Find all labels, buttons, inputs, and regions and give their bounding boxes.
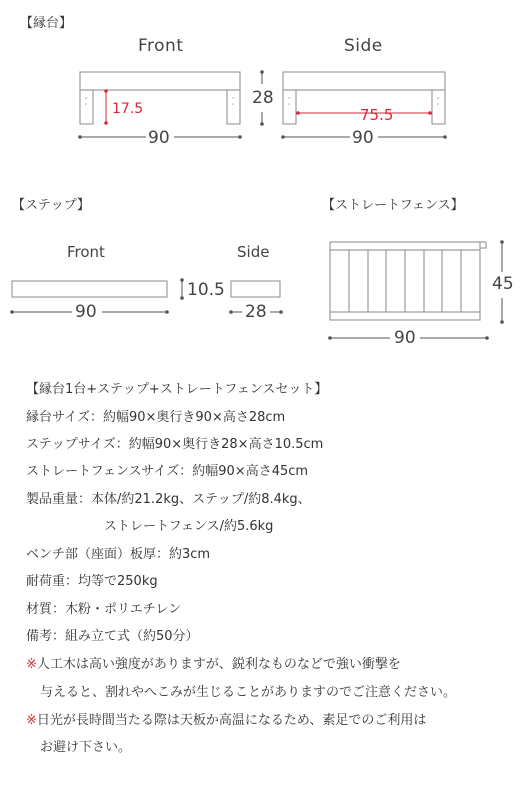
step-height-line — [180, 278, 184, 300]
spec-line: 製品重量：本体/約21.2kg、ステップ/約8.4kg、 — [26, 492, 311, 507]
spec-line: ステップサイズ：約幅90×奥行き28×高さ10.5cm — [26, 437, 324, 452]
note-mark: ※ — [26, 713, 37, 728]
engawa-side-width-value: 90 — [352, 128, 374, 148]
step-side-drawing — [231, 281, 280, 297]
note-1 — [26, 653, 401, 672]
engawa-front-label: Front — [138, 36, 184, 56]
fence-height-value: 45 — [492, 274, 514, 294]
spec-line: 縁台サイズ：約幅90×奥行き90×高さ28cm — [26, 410, 286, 425]
step-side-label: Side — [237, 243, 270, 261]
note-text: 人工木は高い強度がありますが、鋭利なものなどで強い衝撃を — [36, 657, 401, 672]
section-title-engawa: 【縁台】 — [20, 16, 73, 31]
note-text: 日光が長時間当たる際は天板か高温になるため、素足でのご利用は — [36, 713, 427, 728]
step-height-value: 10.5 — [187, 280, 225, 300]
spec-line: 備考：組み立て式（約50分） — [26, 629, 199, 644]
engawa-front-drawing — [80, 72, 240, 124]
section-title-step: 【ステップ】 — [12, 198, 90, 213]
note-mark: ※ — [26, 657, 37, 672]
spec-line: ストレートフェンスサイズ：約幅90×高さ45cm — [26, 464, 309, 479]
step-front-label: Front — [67, 243, 105, 261]
spec-line: ストレートフェンス/約5.6kg — [104, 519, 274, 534]
spec-line: 耐荷重：均等で250kg — [26, 574, 158, 589]
note-text: 与えると、割れやへこみが生じることがありますのでご注意ください。 — [40, 685, 457, 700]
note-text: お避け下さい。 — [40, 740, 132, 755]
engawa-height-value: 28 — [252, 88, 274, 108]
step-front-drawing — [12, 281, 167, 297]
section-title-fence: 【ストレートフェンス】 — [322, 198, 464, 213]
note-2 — [26, 709, 426, 728]
engawa-inner-height-value: 17.5 — [112, 101, 144, 117]
engawa-front-inner-height-arrow — [104, 89, 108, 125]
fence-width-value: 90 — [394, 328, 416, 348]
spec-line: 材質：木粉・ポリエチレン — [26, 602, 182, 617]
engawa-front-width-value: 90 — [148, 128, 170, 148]
step-front-width-value: 90 — [75, 302, 97, 322]
spec-heading: 【縁台1台+ステップ+ストレートフェンスセット】 — [26, 382, 328, 397]
step-side-width-value: 28 — [245, 302, 267, 322]
engawa-side-inner-value: 75.5 — [360, 106, 394, 124]
fence-drawing — [330, 242, 486, 320]
spec-line: ベンチ部（座面）板厚：約3cm — [26, 547, 211, 562]
engawa-side-label: Side — [344, 36, 383, 56]
